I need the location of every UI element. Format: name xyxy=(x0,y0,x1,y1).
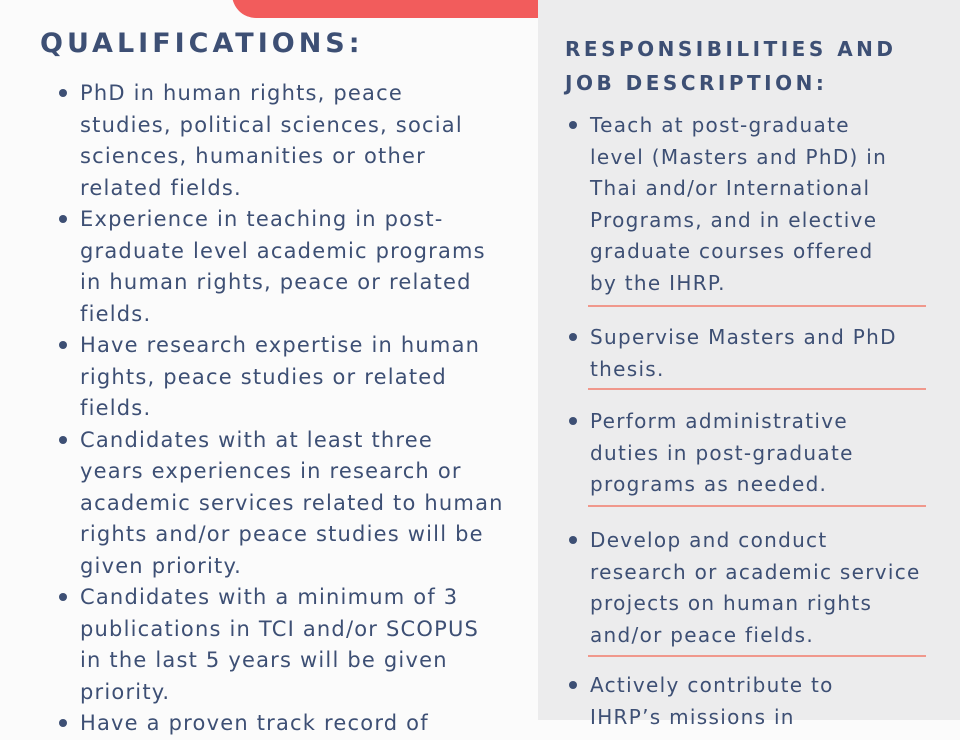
qualification-text: PhD in human rights, peace studies, political sciences, social sciences, humanities or other related fields. xyxy=(80,81,463,200)
responsibility-text: Develop and conduct research or academic service projects on human rights and/or peace fields. xyxy=(590,528,921,647)
qualifications-heading: QUALIFICATIONS: xyxy=(40,28,364,59)
bullet-dot-icon xyxy=(59,436,67,444)
responsibility-item xyxy=(538,406,960,525)
responsibility-item xyxy=(538,110,960,303)
bullet-dot-icon xyxy=(569,333,577,341)
qualifications-list xyxy=(0,78,530,740)
responsibility-text: Actively contribute to IHRP’s missions in xyxy=(590,673,834,729)
qualification-text: Have research expertise in human rights, peace studies or related fields. xyxy=(80,333,481,420)
responsibility-item xyxy=(538,670,960,733)
qualification-item xyxy=(0,330,530,425)
responsibility-text: Perform administrative duties in post-graduate programs as needed. xyxy=(590,409,854,496)
qualification-text: Have a proven track record of xyxy=(80,711,429,735)
divider-line xyxy=(588,505,926,507)
divider-line xyxy=(588,655,926,657)
bullet-dot-icon xyxy=(59,341,67,349)
qualification-item xyxy=(0,582,530,708)
bullet-dot-icon xyxy=(59,215,67,223)
bullet-dot-icon xyxy=(569,121,577,129)
responsibility-text: Supervise Masters and PhD thesis. xyxy=(590,325,897,381)
responsibilities-list xyxy=(538,110,960,733)
qualification-item xyxy=(0,78,530,204)
responsibility-item xyxy=(538,322,960,406)
bullet-dot-icon xyxy=(569,681,577,689)
qualification-item xyxy=(0,708,530,740)
responsibility-text: Teach at post-graduate level (Masters and PhD) in Thai and/or International Programs, and in elective graduate courses offered by the IHRP. xyxy=(590,113,888,295)
divider-line xyxy=(588,305,926,307)
qualification-text: Candidates with a minimum of 3 publications in TCI and/or SCOPUS in the last 5 years will be given priority. xyxy=(80,585,480,704)
divider-line xyxy=(588,388,926,390)
qualification-item xyxy=(0,204,530,330)
qualification-text: Candidates with at least three years experiences in research or academic services related to human rights and/or peace studies will be given priority. xyxy=(80,427,504,578)
qualification-text: Experience in teaching in post- graduate level academic programs in human rights, peace or related fields. xyxy=(80,207,486,326)
bullet-dot-icon xyxy=(59,89,67,97)
qualification-item xyxy=(0,425,530,583)
bullet-dot-icon xyxy=(569,417,577,425)
responsibilities-heading: RESPONSIBILITIES AND JOB DESCRIPTION: xyxy=(565,37,897,95)
bullet-dot-icon xyxy=(569,536,577,544)
responsibility-item xyxy=(538,525,960,670)
bullet-dot-icon xyxy=(59,593,67,601)
bullet-dot-icon xyxy=(59,719,67,727)
